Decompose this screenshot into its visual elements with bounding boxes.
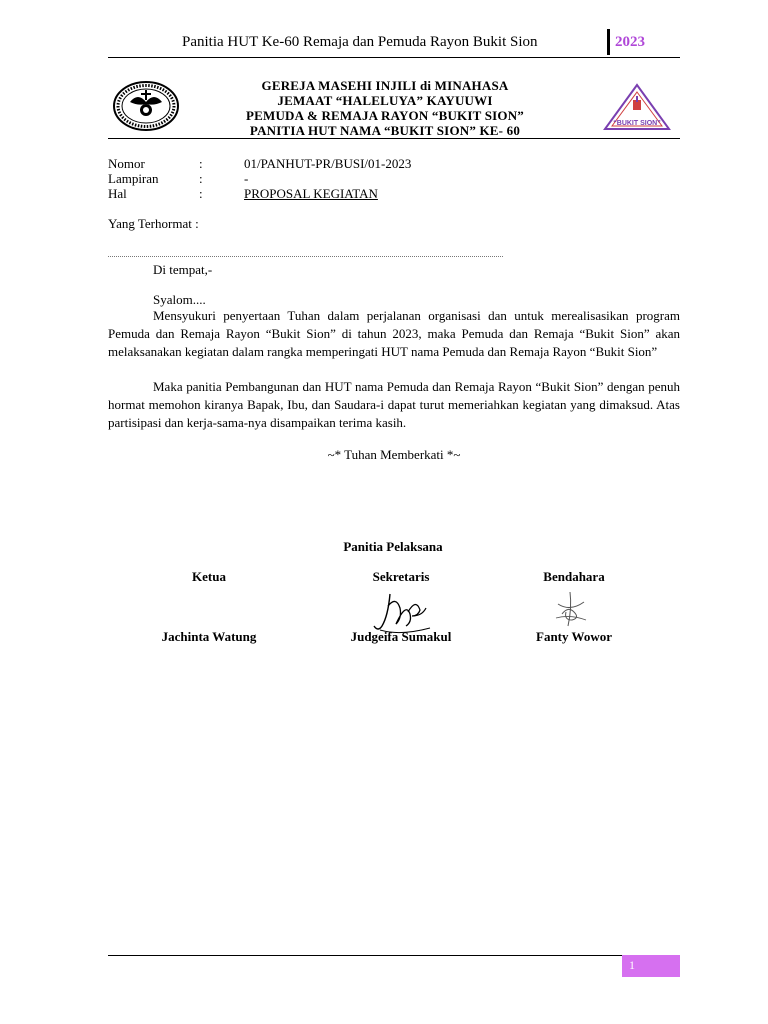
letterhead-line-1: GEREJA MASEHI INJILI di MINAHASA: [261, 78, 509, 93]
hal-value: PROPOSAL KEGIATAN: [244, 186, 378, 201]
greeting: Syalom....: [153, 292, 206, 307]
letterhead-line-2: JEMAAT “HALELUYA” KAYUUWI: [277, 93, 493, 108]
place: Di tempat,-: [153, 262, 213, 277]
header-divider: [607, 29, 610, 55]
gmim-seal-icon: [112, 80, 180, 132]
nomor-value: 01/PANHUT-PR/BUSI/01-2023: [244, 156, 412, 171]
hal-label: Hal: [108, 186, 127, 201]
letterhead-line-3: PEMUDA & REMAJA RAYON “BUKIT SION”: [245, 108, 525, 123]
sekretaris-role: Sekretaris: [372, 569, 430, 584]
bendahara-role: Bendahara: [543, 569, 605, 584]
salutation: Yang Terhormat :: [108, 216, 199, 231]
lampiran-label: Lampiran: [108, 171, 159, 186]
lampiran-value: -: [244, 171, 249, 186]
nomor-colon: :: [199, 156, 203, 171]
hal-colon: :: [199, 186, 203, 201]
bukit-sion-triangle-icon: [602, 82, 672, 132]
paragraph-1: Mensyukuri penyertaan Tuhan dalam perjalanan organisasi dan untuk merealisasikan program Pemuda dan Remaja Rayon “Bukit Sion” di tahun 2023, maka Pemuda dan Remaja “Bukit Sion” akan melaksanakan kegiatan dalam rangka memperingati HUT nama Pemuda dan Remaja Rayon “Bukit Sion”: [108, 308, 680, 359]
page-number: 1: [629, 958, 635, 972]
running-header-title: Panitia HUT Ke-60 Remaja dan Pemuda Rayon Bukit Sion: [182, 34, 538, 50]
paragraph-2: Maka panitia Pembangunan dan HUT nama Pemuda dan Remaja Rayon “Bukit Sion” dengan penuh hormat memohon kiranya Bapak, Ibu, dan Saudara-i dapat turut memeriahkan kegiatan yang dimaksud. Atas partisipasi dan kerja-sama-nya disampaikan terima kasih.: [108, 379, 680, 430]
ketua-name: Jachinta Watung: [161, 629, 257, 644]
bendahara-name: Fanty Wowor: [536, 629, 612, 644]
sekretaris-name: Judgeifa Sumakul: [350, 629, 452, 644]
footer-rule: [108, 955, 680, 956]
header-rule: [108, 57, 680, 58]
right-logo-text: “BUKIT SION”: [613, 120, 661, 127]
letterhead-rule: [108, 138, 680, 139]
running-header-year: 2023: [615, 34, 645, 50]
committee-title: Panitia Pelaksana: [343, 539, 443, 554]
recipient-dotted-line: [108, 248, 503, 257]
blessing: ~* Tuhan Memberkati *~: [327, 447, 461, 462]
nomor-label: Nomor: [108, 156, 145, 171]
letterhead-line-4: PANITIA HUT NAMA “BUKIT SION” KE- 60: [249, 123, 521, 138]
bendahara-signature: [548, 588, 594, 630]
lampiran-colon: :: [199, 171, 203, 186]
ketua-role: Ketua: [192, 569, 226, 584]
